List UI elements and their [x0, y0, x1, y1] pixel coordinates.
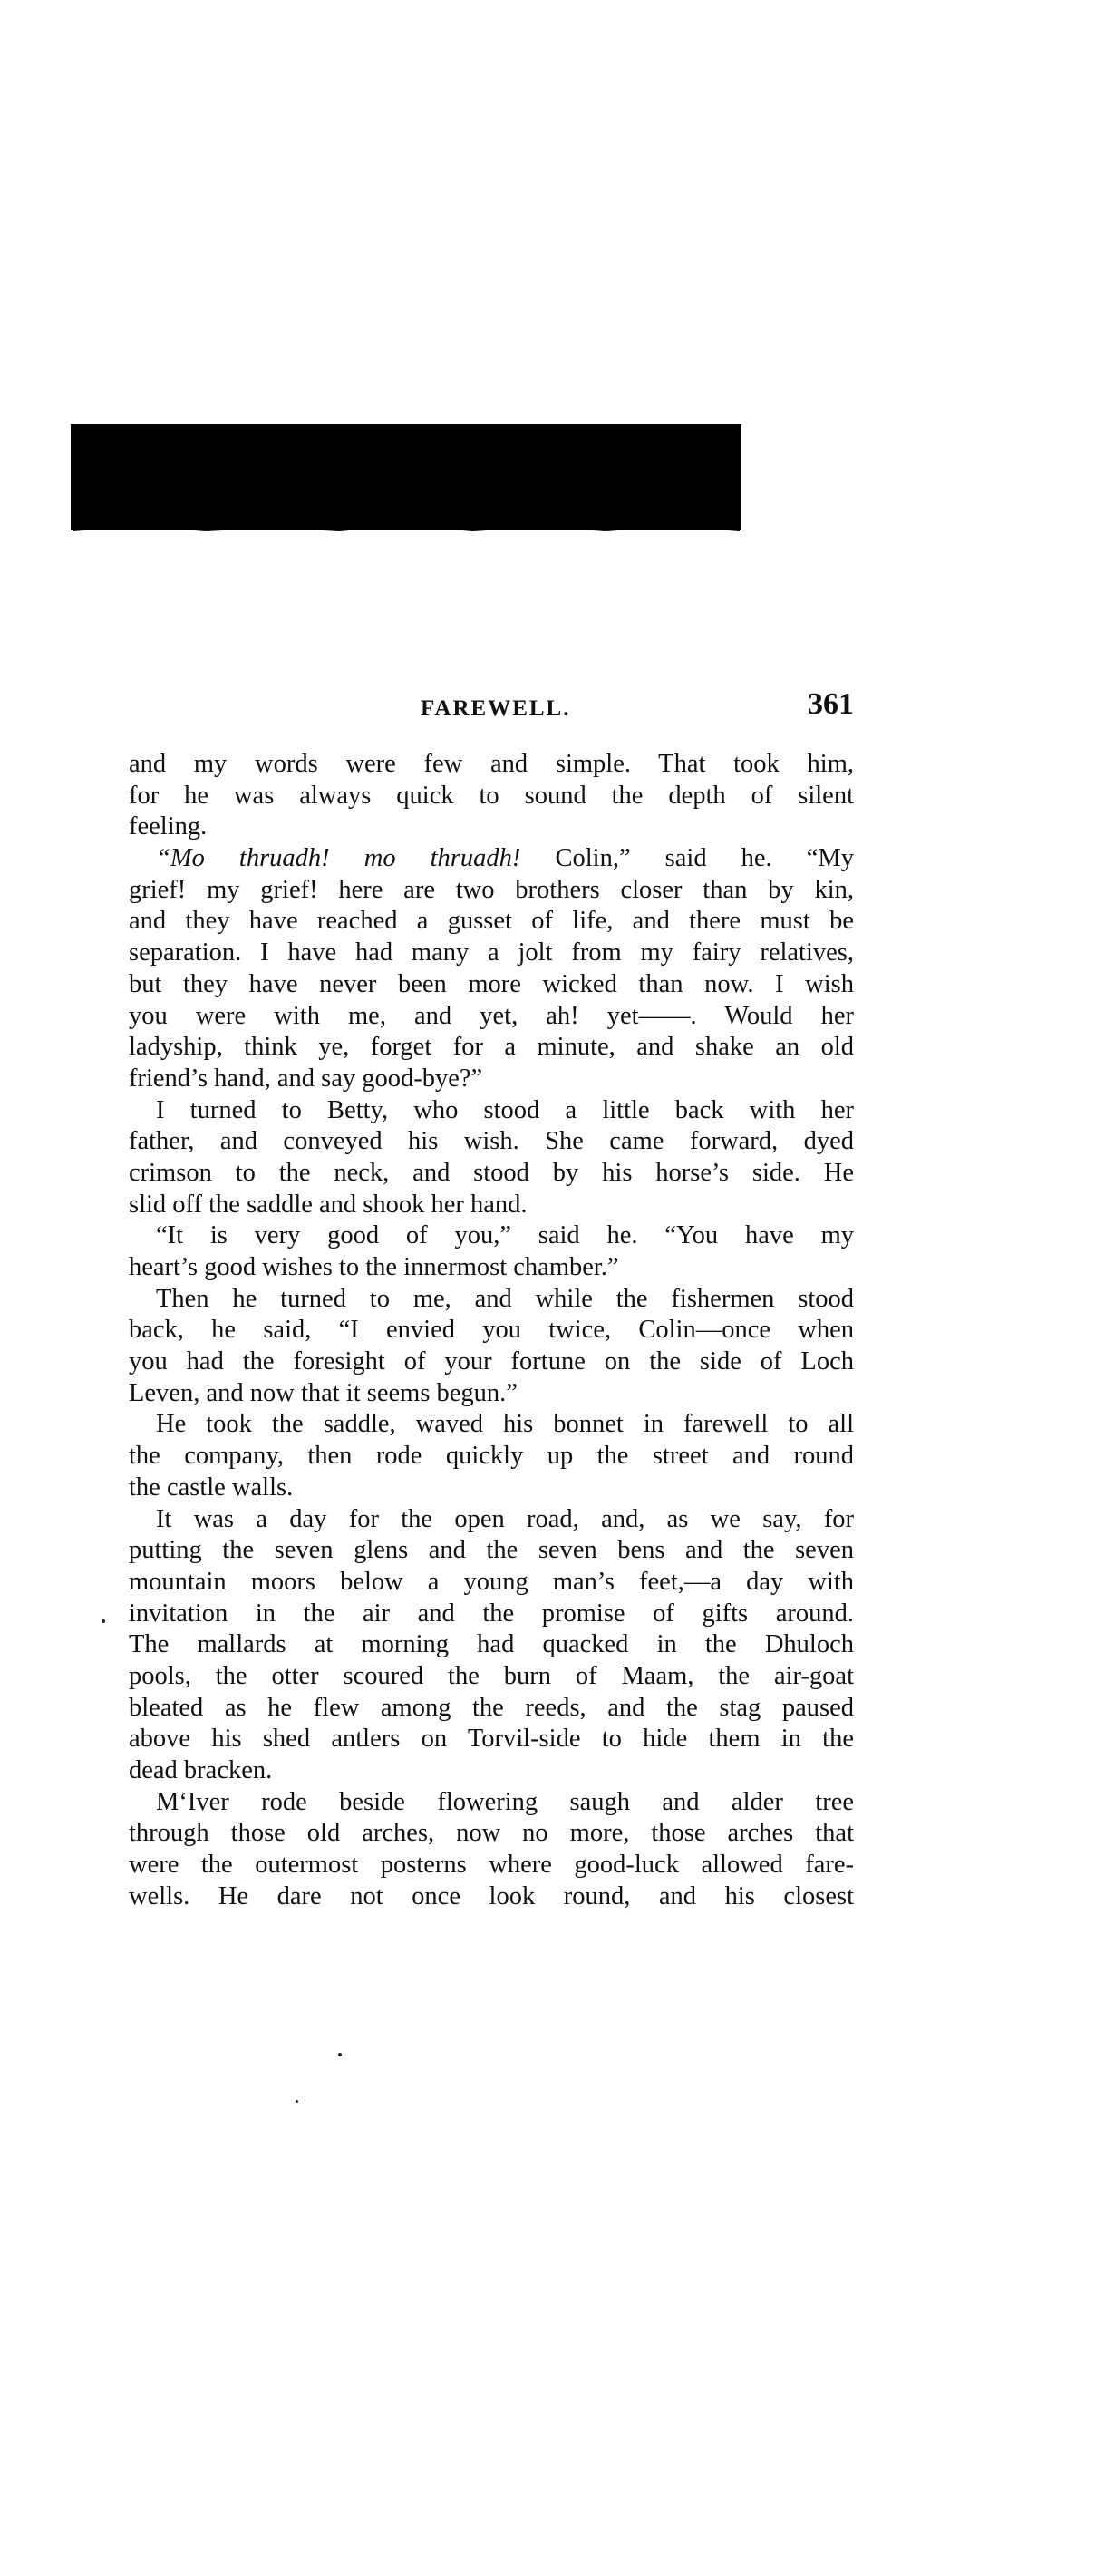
text-line: feeling.	[129, 812, 208, 841]
text-line: you were with me, and yet, ah! yet——. Would her	[129, 1001, 854, 1030]
redaction-bar	[71, 424, 741, 530]
text-line: I turned to Betty, who stood a little back with her	[156, 1095, 854, 1124]
text-line: crimson to the neck, and stood by his horse’s side. He	[129, 1158, 854, 1187]
text-line: ladyship, think ye, forget for a minute, and shake an old	[129, 1033, 854, 1062]
text-line: He took the saddle, waved his bonnet in farewell to all	[156, 1410, 854, 1439]
text-line: pools, the otter scoured the burn of Maam, the air-goat	[129, 1661, 854, 1690]
text-line: slid off the saddle and shook her hand.	[129, 1190, 528, 1219]
text-line: grief! my grief! here are two brothers closer than by kin,	[129, 875, 854, 904]
text-line: “It is very good of you,” said he. “You have my	[156, 1221, 854, 1250]
text-line: for he was always quick to sound the depth of silent	[129, 781, 854, 810]
text-line: wells. He dare not once look round, and his closest	[129, 1881, 854, 1910]
text-line: and my words were few and simple. That took him,	[129, 750, 854, 778]
text-line: the castle walls.	[129, 1473, 294, 1502]
text-line: invitation in the air and the promise of gifts around.	[129, 1599, 854, 1628]
text-line: were the outermost posterns where good-luck allowed fare-	[129, 1851, 854, 1880]
running-head	[129, 687, 854, 733]
text-line: putting the seven glens and the seven bens and the seven	[129, 1536, 854, 1565]
text-line: separation. I have had many a jolt from my fairy relatives,	[129, 938, 854, 967]
text-line: but they have never been more wicked than now. I wish	[129, 969, 854, 998]
text-line: and they have reached a gusset of life, and there must be	[129, 907, 854, 936]
text-line: M‘Iver rode beside flowering saugh and alder tree	[156, 1787, 854, 1816]
ink-speck	[338, 2053, 342, 2056]
text-line: father, and conveyed his wish. She came forward, dyed	[129, 1127, 854, 1156]
text-line: above his shed antlers on Torvil-side to hide them in the	[129, 1725, 854, 1754]
text-line: through those old arches, now no more, those arches that	[129, 1819, 854, 1848]
text-line: friend’s hand, and say good-bye?”	[129, 1064, 483, 1093]
body-text	[129, 749, 854, 1912]
text-line: dead bracken.	[129, 1756, 273, 1784]
text-line: mountain moors below a young man’s feet,—a day with	[129, 1567, 854, 1596]
text-line: back, he said, “I envied you twice, Colin—once when	[129, 1316, 854, 1345]
text-line: The mallards at morning had quacked in the Dhuloch	[129, 1630, 854, 1659]
text-line: Leven, and now that it seems begun.”	[129, 1378, 518, 1407]
text-line: heart’s good wishes to the innermost chamber.”	[129, 1253, 619, 1281]
text-line: you had the foresight of your fortune on the side of Loch	[129, 1347, 854, 1376]
text-line: the company, then rode quickly up the street and round	[129, 1442, 854, 1471]
page-number: 361	[808, 687, 854, 721]
running-title: FAREWELL.	[421, 696, 571, 721]
text-line: bleated as he flew among the reeds, and the stag paused	[129, 1693, 854, 1722]
gaelic-phrase: “Mo thruadh! mo thruadh!	[156, 844, 521, 873]
text-line: Then he turned to me, and while the fishermen stood	[156, 1284, 854, 1313]
ink-speck	[296, 2100, 298, 2103]
text-line: It was a day for the open road, and, as we say, for	[156, 1504, 854, 1533]
ink-speck	[102, 1619, 105, 1623]
text-line: “Mo thruadh! mo thruadh! Colin,” said he. “My	[156, 844, 854, 873]
